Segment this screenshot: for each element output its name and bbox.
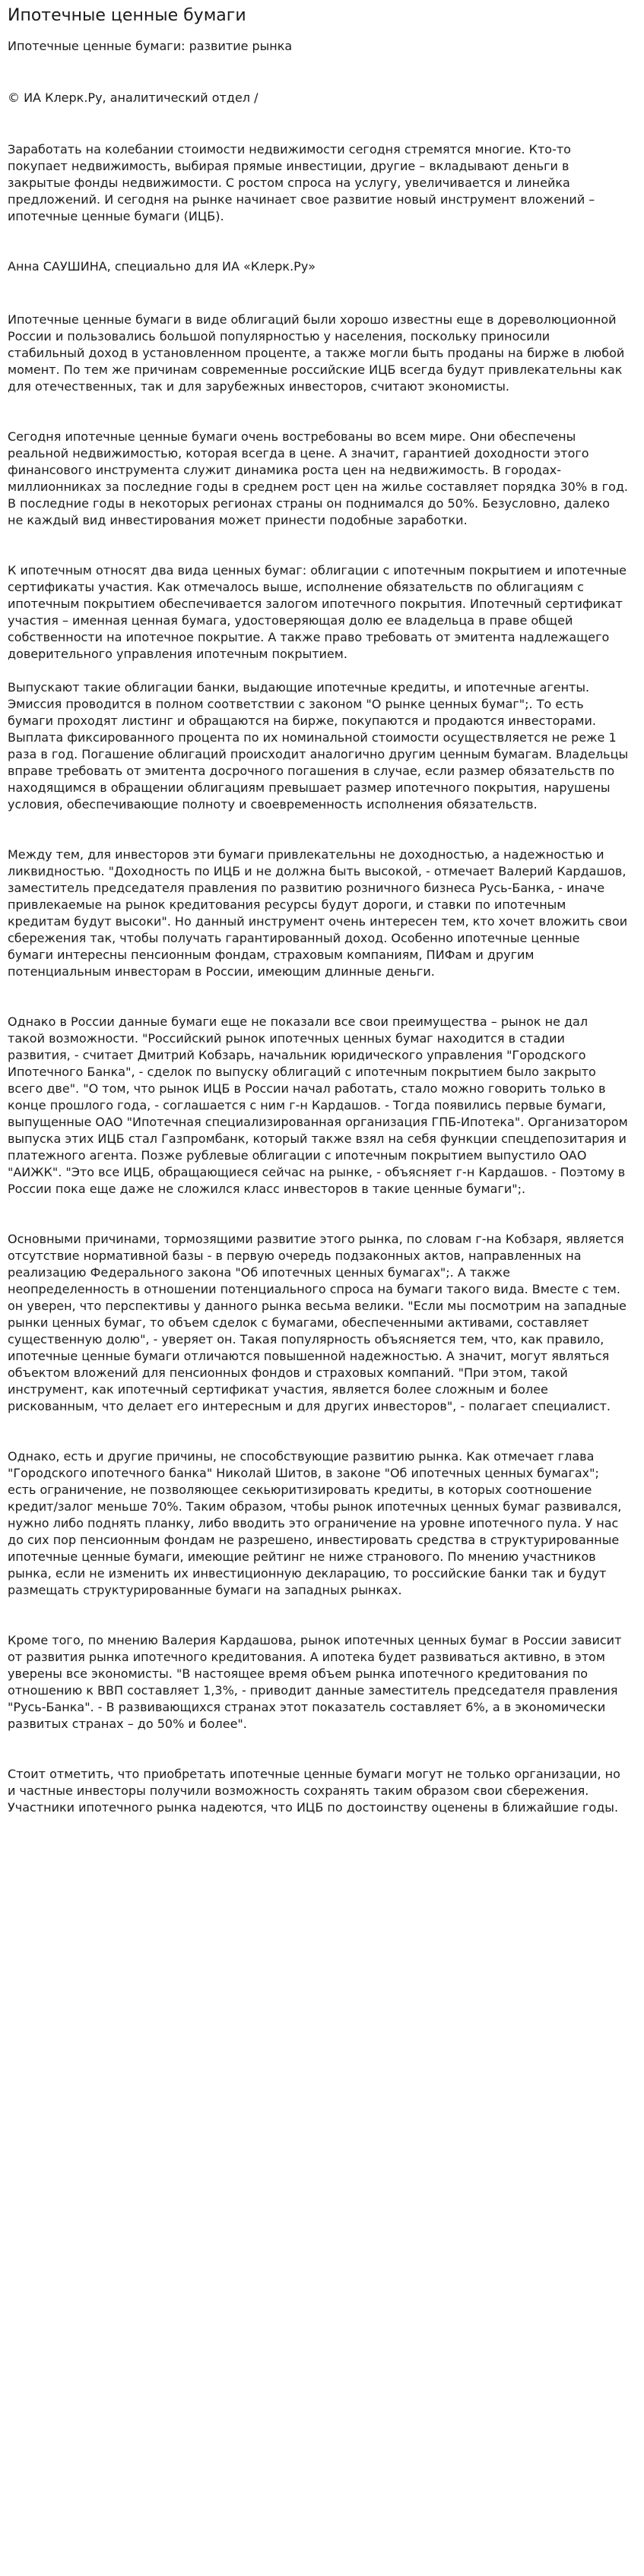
article-paragraph: Ипотечные ценные бумаги в виде облигаций были хорошо известны еще в дореволюционной России и пользовались большой популярностью у населения, поскольку приносили стабильный доход в установленном проценте, а также могли быть проданы на бирже в любой момент. По тем же причинам современные российские ИЦБ всегда будут привлекательны как для отечественных, так и для зарубежных инвесторов, считают экономисты. <box>8 312 625 394</box>
article-byline: Анна САУШИНА, специально для ИА «Клерк.Ру» <box>8 259 316 274</box>
article-paragraph: Основными причинами, тормозящими развитие этого рынка, по словам г-на Кобзаря, является отсутствие нормативной базы - в первую очередь подзаконных актов, направленных на реализацию Федерального закона "Об ипотечных ценных бумагах";. А также неопределенность в отношении потенциального спроса на бумаги такого вида. Вместе с тем. он уверен, что перспективы у данного рынка весьма велики. "Если мы посмотрим на западные рынки ценных бумаг, то объем сделок с бумагами, обеспеченными активами, составляет существенную долю", - уверяет он. Такая популярность объясняется тем, что, как правило, ипотечные ценные бумаги отличаются повышенной надежностью. А значит, могут являться объектом вложений для пенсионных фондов и страховых компаний. "При этом, такой инструмент, как ипотечный сертификат участия, является более сложным и более рискованным, что делает его интересным и для других инвесторов", - полагает специалист. <box>8 1232 627 1413</box>
article-paragraph: Однако в России данные бумаги еще не показали все свои преимущества – рынок не дал такой возможности. "Российский рынок ипотечных ценных бумаг находится в стадии развития, - считает Дмитрий Кобзарь, начальник юридического управления "Городского Ипотечного Банка", - сделок по выпуску облигаций с ипотечным покрытием было закрыто всего две". "О том, что рынок ИЦБ в России начал работать, стало можно говорить только в конце прошлого года, - соглашается с ним г-н Кардашов. - Тогда появились первые бумаги, выпущенные ОАО "Ипотечная специализированная организация ГПБ-Ипотека". Организатором выпуска этих ИЦБ стал Газпромбанк, который также взял на себя функции спецдепозитария и платежного агента. Позже рублевые облигации с ипотечным покрытием выпустило ОАО "АИЖК". "Это все ИЦБ, обращающиеся сейчас на рынке, - объясняет г-н Кардашов. - Поэтому в России пока еще даже не сложился класс инвесторов в такие ценные бумаги";. <box>8 1014 628 1196</box>
article-paragraph: Выпускают такие облигации банки, выдающие ипотечные кредиты, и ипотечные агенты. Эмиссия проводится в полном соответствии с законом "О рынке ценных бумаг";. То есть бумаги проходят листинг и обращаются на бирже, покупаются и продаются инвесторами. Выплата фиксированного процента по их номинальной стоимости осуществляется не реже 1 раза в год. Погашение облигаций происходит аналогично другим ценным бумагам. Владельцы вправе требовать от эмитента досрочного погашения в случае, если размер обязательств по находящимся в обращении облигациям превышает размер ипотечного покрытия, нарушены условия, обеспечивающие полноту и своевременность исполнения обязательств. <box>8 680 629 812</box>
article-paragraph: Однако, есть и другие причины, не способствующие развитию рынка. Как отмечает глава "Городского ипотечного банка" Николай Шитов, в законе "Об ипотечных ценных бумагах"; есть ограничение, не позволяющее секьюритизировать кредиты, в которых соотношение кредит/залог меньше 70%. Таким образом, чтобы рынок ипотечных ценных бумаг развивался, нужно либо поднять планку, либо вводить это ограничение на уровне ипотечного пула. У нас до сих пор пенсионным фондам не разрешено, инвестировать средства в структурированные ипотечные ценные бумаги, имеющие рейтинг не ниже странового. По мнению участников рынка, если не изменить их инвестиционную декларацию, то российские банки так и будут размещать структурированные бумаги на западных рынках. <box>8 1449 622 1597</box>
article-paragraph: Заработать на колебании стоимости недвижимости сегодня стремятся многие. Кто-то покупает недвижимость, выбирая прямые инвестиции, другие – вкладывают деньги в закрытые фонды недвижимости. С ростом спроса на услугу, увеличивается и линейка предложений. И сегодня на рынке начинает свое развитие новый инструмент вложений – ипотечные ценные бумаги (ИЦБ). <box>8 142 595 223</box>
article-title: Ипотечные ценные бумаги <box>8 6 246 25</box>
article-source: © ИА Клерк.Ру, аналитический отдел / <box>8 90 259 105</box>
article-paragraph: Между тем, для инвесторов эти бумаги привлекательны не доходностью, а надежностью и ликвидностью. "Доходность по ИЦБ и не должна быть высокой, - отмечает Валерий Кардашов, заместитель председателя правления по развитию розничного бизнеса Русь-Банка, - иначе привлекаемые на рынок кредитования ресурсы будут дороги, и ставки по ипотечным кредитам будут высоки". Но данный инструмент очень интересен тем, кто хочет вложить свои сбережения так, чтобы получать гарантированный доход. Особенно ипотечные ценные бумаги интересны пенсионным фондам, страховым компаниям, ПИФам и другим потенциальным инвесторам в России, имеющим длинные деньги. <box>8 847 628 979</box>
article-paragraph: К ипотечным относят два вида ценных бумаг: облигации с ипотечным покрытием и ипотечные сертификаты участия. Как отмечалось выше, исполнение обязательств по облигациям с ипотечным покрытием обеспечивается залогом ипотечного покрытия. Ипотечный сертификат участия – именная ценная бумага, удостоверяющая долю ее владельца в праве общей собственности на ипотечное покрытие. А также право требовать от эмитента надлежащего доверительного управления ипотечным покрытием. <box>8 563 627 661</box>
article-paragraph: Кроме того, по мнению Валерия Кардашова, рынок ипотечных ценных бумаг в России зависит от развития рынка ипотечного кредитования. А ипотека будет развиваться активно, в этом уверены все экономисты. "В настоящее время объем рынка ипотечного кредитования по отношению к ВВП составляет 1,3%, - приводит данные заместитель председателя правления "Русь-Банка". - В развивающихся странах этот показатель составляет 6%, а в экономически развитых странах – до 50% и более". <box>8 1633 622 1731</box>
article-subtitle: Ипотечные ценные бумаги: развитие рынка <box>8 39 293 53</box>
article-paragraph: Сегодня ипотечные ценные бумаги очень востребованы во всем мире. Они обеспечены реальной недвижимостью, которая всегда в цене. А значит, гарантией доходности этого финансового инструмента служит динамика роста цен на недвижимость. В городах-миллионниках за последние годы в среднем рост цен на жилье составляет порядка 30% в год. В последние годы в некоторых регионах страны он поднимался до 50%. Безусловно, далеко не каждый вид инвестирования может принести подобные заработки. <box>8 429 629 527</box>
article-paragraph: Стоит отметить, что приобретать ипотечные ценные бумаги могут не только организации, но и частные инвесторы получили возможность сохранять таким образом свои сбережения. Участники ипотечного рынка надеются, что ИЦБ по достоинству оценены в ближайшие годы. <box>8 1767 620 1815</box>
